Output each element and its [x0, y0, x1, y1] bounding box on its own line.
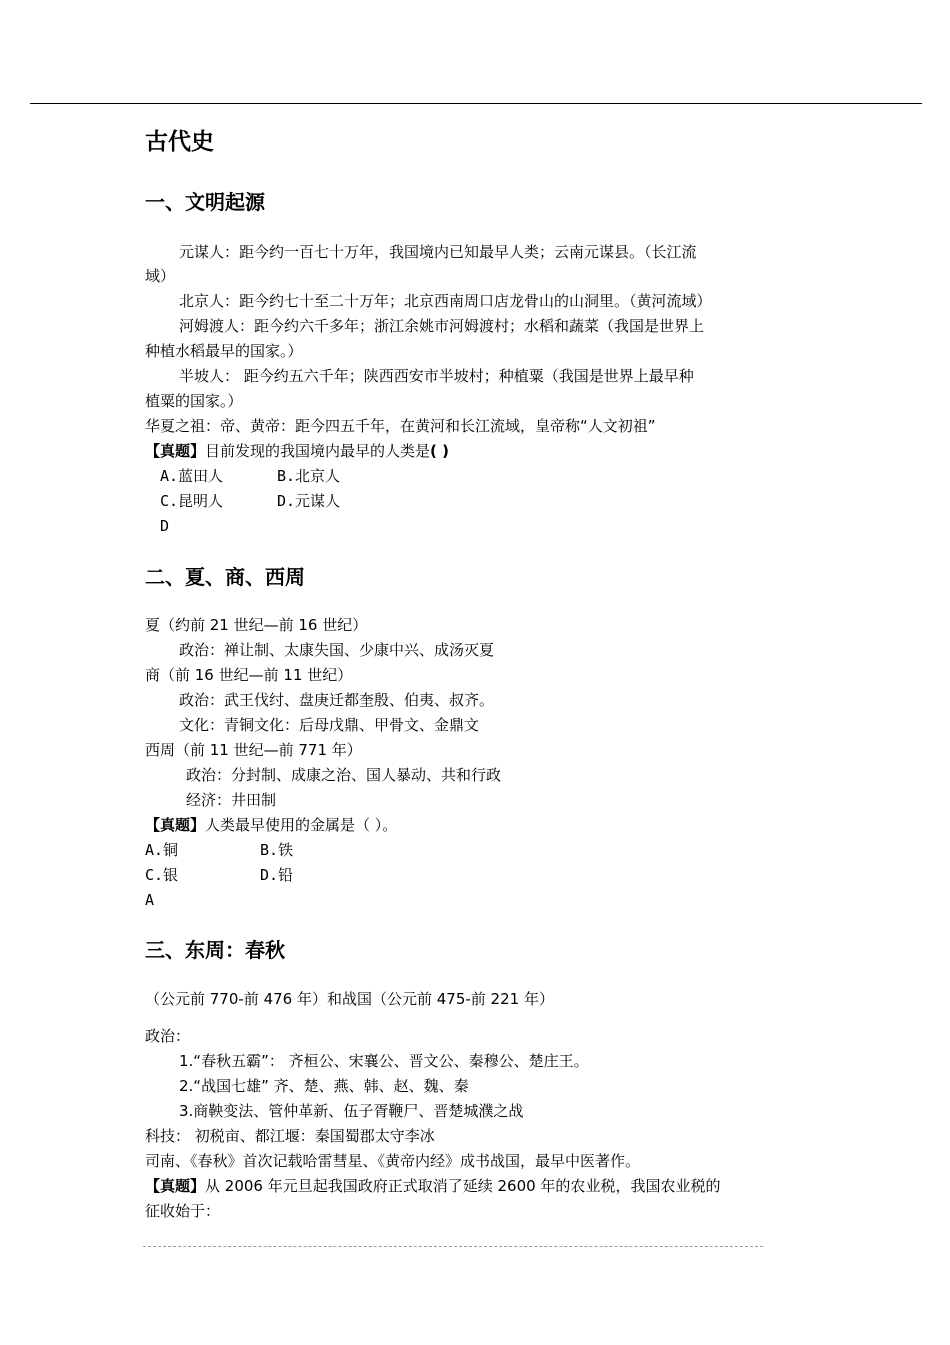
question-text: 从 2006 年元旦起我国政府正式取消了延续 2600 年的农业税，我国农业税的 — [205, 1177, 721, 1195]
option-a: A.蓝田人 — [160, 467, 224, 485]
paragraph-hemudu-cont: 种植水稻最早的国家。） — [145, 342, 303, 360]
shang-politics: 政治：武王伐纣、盘庚迁都奎殷、伯夷、叔齐。 — [179, 691, 495, 709]
politics-label: 政治： — [145, 1027, 191, 1045]
politics-item-1: 1.“春秋五霸”： 齐桓公、宋襄公、晋文公、秦穆公、楚庄王。 — [179, 1052, 589, 1070]
xizhou-economy: 经济：井田制 — [186, 791, 277, 809]
question-tag: 【真题】 — [145, 816, 206, 834]
question-blank: ( ) — [430, 442, 449, 460]
option-d: D.元谋人 — [277, 492, 341, 510]
section-heading-dongzhou: 三、东周：春秋 — [145, 938, 285, 962]
question-1 — [145, 440, 449, 462]
section-heading-xia-shang-zhou: 二、夏、商、西周 — [145, 565, 305, 589]
politics-item-3: 3.商鞅变法、管仲革新、伍子胥鞭尸、晋楚城濮之战 — [179, 1102, 524, 1120]
answer-1: D — [160, 517, 170, 535]
paragraph-beijing: 北京人：距今约七十至二十万年；北京西南周口店龙骨山的山洞里。（黄河流域） — [179, 292, 712, 310]
question-tag: 【真题】 — [145, 1177, 206, 1195]
dynasty-shang: 商（前 16 世纪—前 11 世纪） — [145, 666, 353, 684]
option-b: B.铁 — [260, 841, 294, 859]
footer-rule — [143, 1246, 763, 1247]
question-tag: 【真题】 — [145, 442, 206, 460]
shang-culture: 文化：青铜文化：后母戊鼎、甲骨文、金鼎文 — [179, 716, 480, 734]
question-text: 人类最早使用的金属是（ ）。 — [205, 816, 398, 834]
answer-2: A — [145, 891, 155, 909]
xizhou-politics: 政治：分封制、成康之治、国人暴动、共和行政 — [186, 766, 502, 784]
paragraph-huaxia: 华夏之祖：帝、黄帝：距今四五千年，在黄河和长江流域，皇帝称“人文初祖” — [145, 417, 656, 435]
paragraph-banpo-cont: 植粟的国家。） — [145, 392, 243, 410]
header-rule — [30, 103, 922, 104]
option-c: C.银 — [145, 866, 179, 884]
question-text: 目前发现的我国境内最早的人类是 — [205, 442, 431, 460]
technology-line-2: 司南、《春秋》首次记载哈雷彗星、《黄帝内经》成书战国，最早中医著作。 — [145, 1152, 641, 1170]
paragraph-banpo: 半坡人： 距今约五六千年；陕西西安市半坡村；种植粟（我国是世界上最早种 — [179, 367, 694, 385]
section-heading-civilization: 一、文明起源 — [145, 190, 265, 214]
paragraph-yuanmou-cont: 域） — [145, 267, 176, 285]
question-3-cont: 征收始于： — [145, 1202, 221, 1220]
dynasty-xia: 夏（约前 21 世纪—前 16 世纪） — [145, 616, 368, 634]
technology-line: 科技： 初税亩、都江堰：秦国蜀郡太守李冰 — [145, 1127, 435, 1145]
paragraph-yuanmou: 元谋人：距今约一百七十万年，我国境内已知最早人类；云南元谋县。（长江流 — [179, 243, 697, 261]
question-2 — [145, 814, 397, 836]
dynasty-xizhou: 西周（前 11 世纪—前 771 年） — [145, 741, 362, 759]
paragraph-hemudu: 河姆渡人：距今约六千多年；浙江余姚市河姆渡村；水稻和蔬菜（我国是世界上 — [179, 317, 705, 335]
question-3 — [145, 1175, 720, 1197]
period-range: （公元前 770-前 476 年）和战国（公元前 475-前 221 年） — [145, 990, 554, 1008]
politics-item-2: 2.“战国七雄” 齐、楚、燕、韩、赵、魏、秦 — [179, 1077, 469, 1095]
page-title: 古代史 — [145, 129, 214, 155]
option-a: A.铜 — [145, 841, 179, 859]
xia-politics: 政治：禅让制、太康失国、少康中兴、成汤灭夏 — [179, 641, 495, 659]
option-b: B.北京人 — [277, 467, 341, 485]
option-d: D.铅 — [260, 866, 294, 884]
option-c: C.昆明人 — [160, 492, 224, 510]
